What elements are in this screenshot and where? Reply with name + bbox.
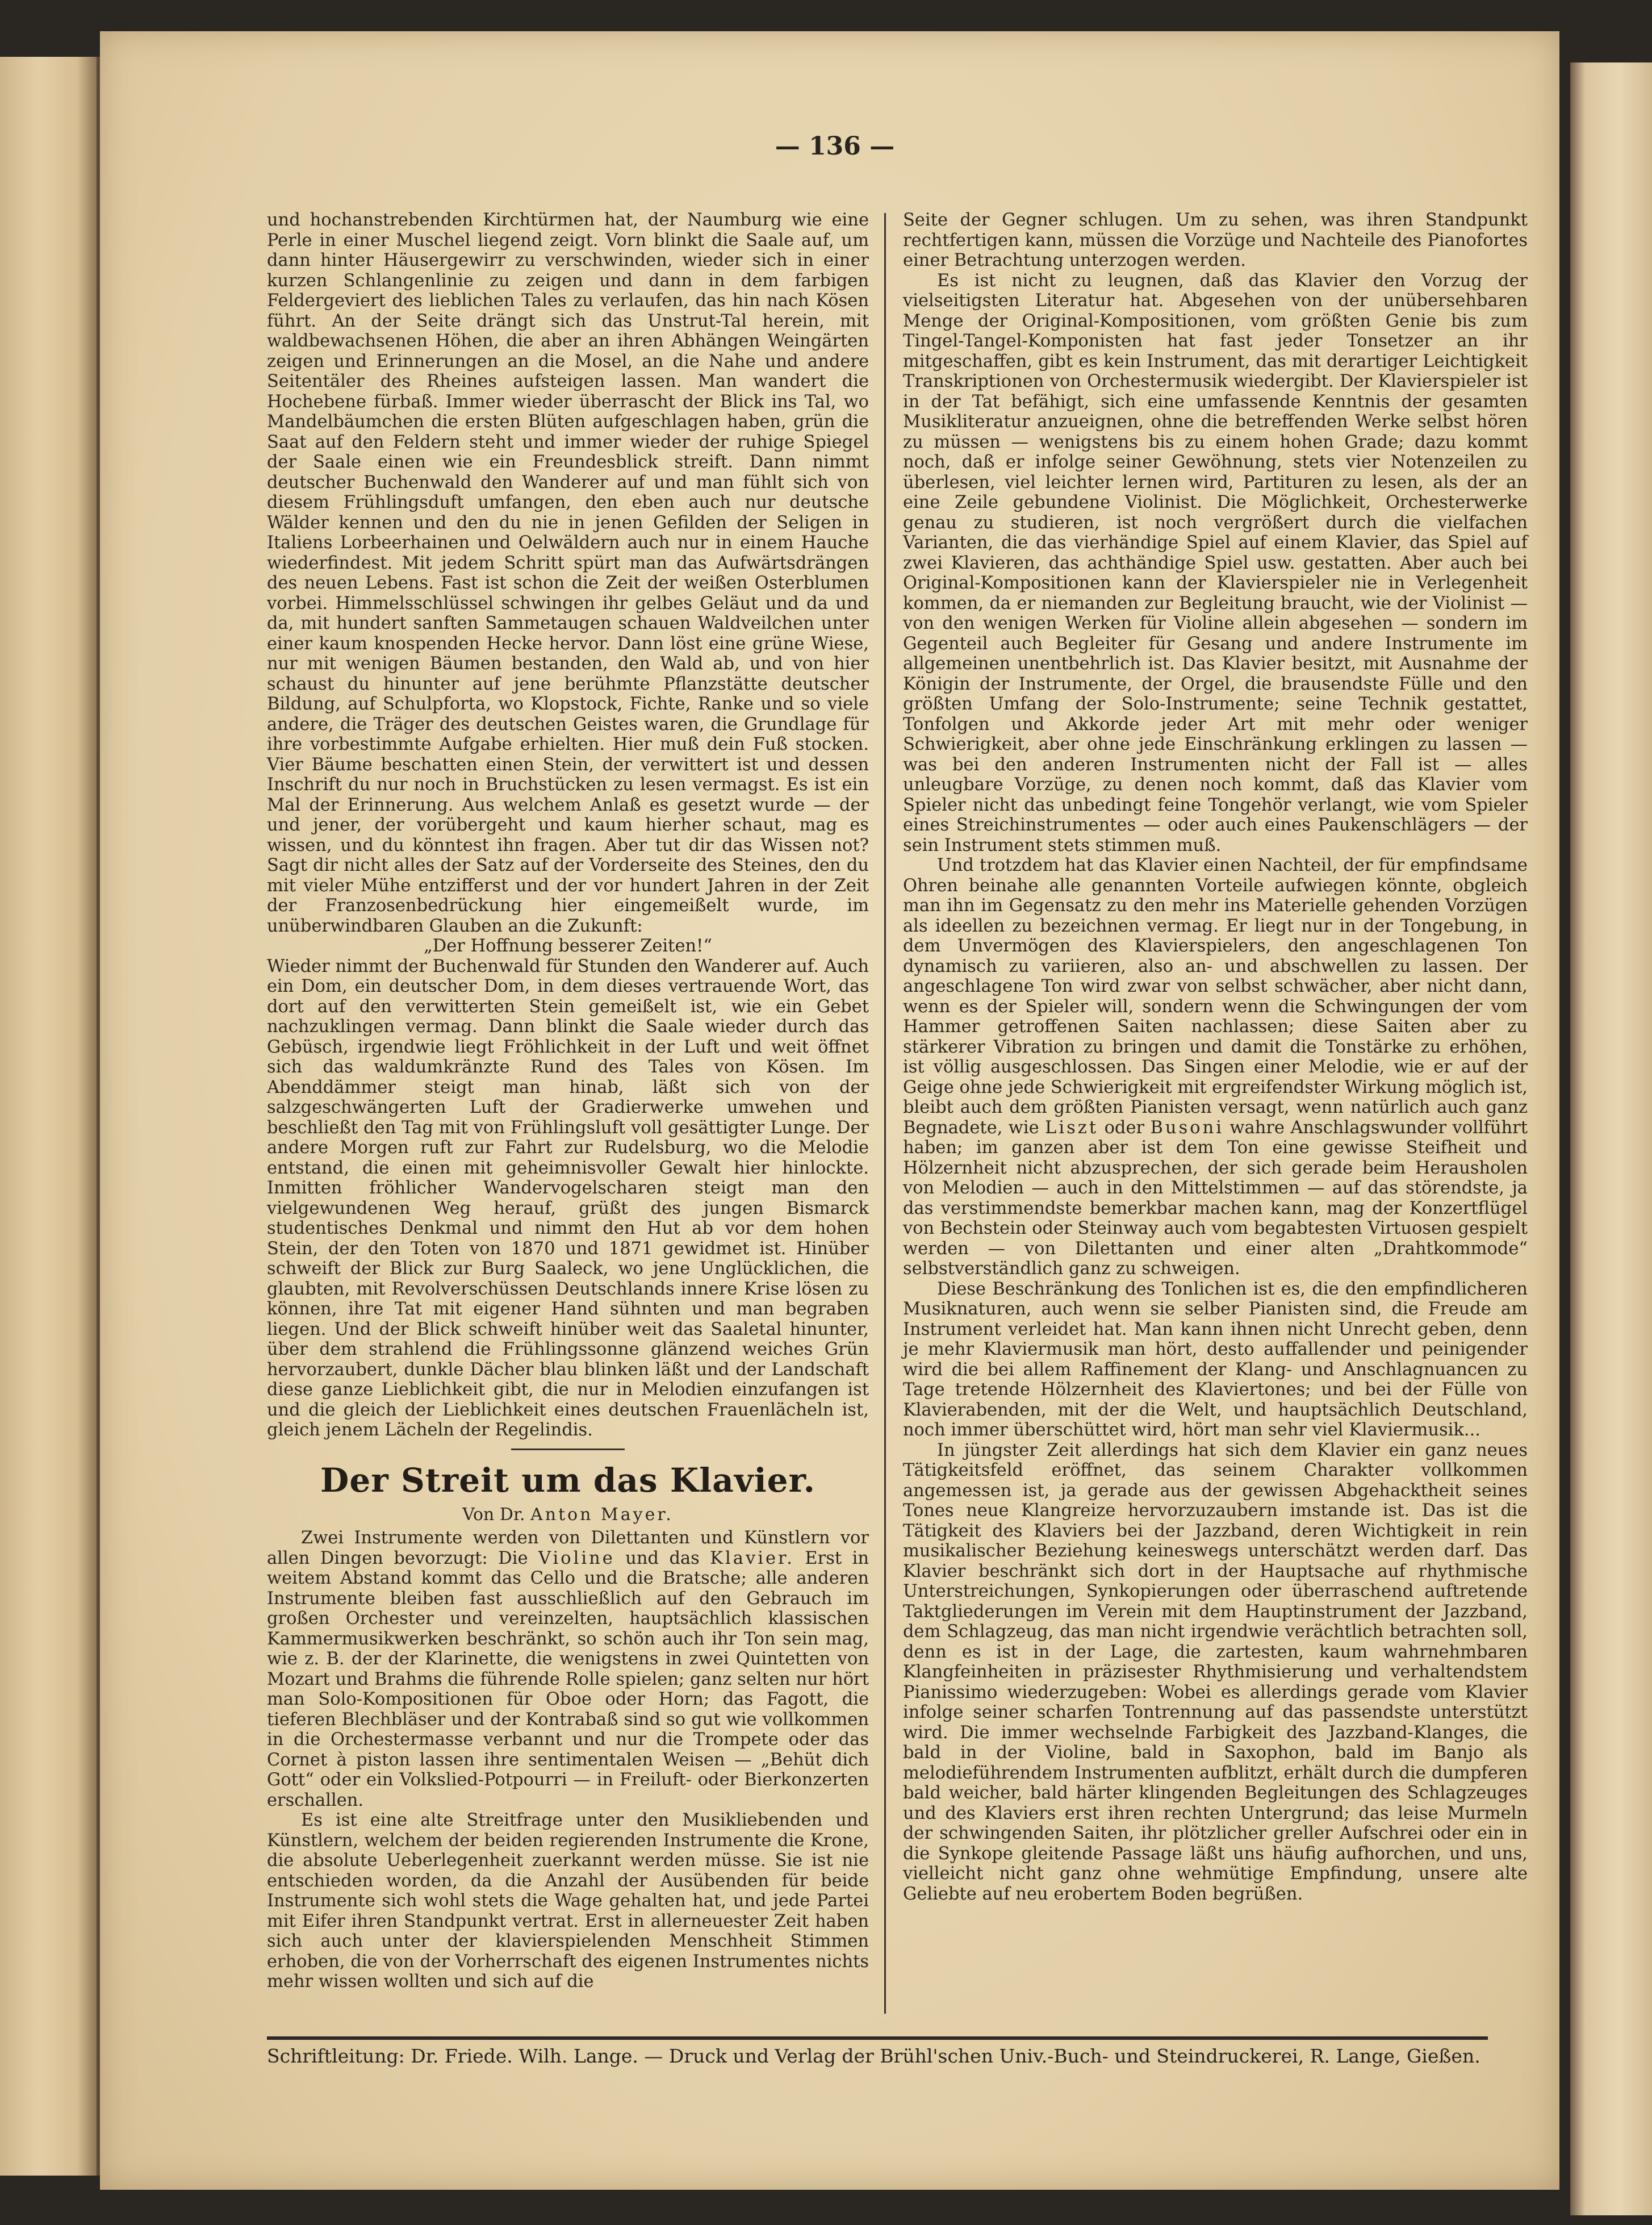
paragraph-text: wahre Anschlagswunder vollführt haben; im ganzen aber ist dem Ton eine gewisse Steifheit und Hölzernheit nicht abzusprechen, der sich gerade beim Herausholen von Melodien — auch in den Mittelstimmen — auf das störendste, ja das verstimmendste bemerkbar machen kann, mag der Konzertflügel von Bechstein oder Steinway auch vom begabtesten Virtuosen gespielt werden — von Dilettanten und einer alten „Drahtkommode“ selbstverständlich ganz zu schweigen. <box>903 1117 1528 1279</box>
inscription-quote: „Der Hoffnung besserer Zeiten!“ <box>424 936 712 956</box>
paragraph: In jüngster Zeit allerdings hat sich dem Klavier ein ganz neues Tätigkeitsfeld eröffnet, das seinem Charakter vollkommen angemessen ist, ja gerade aus der gewissen Abgehacktheit seines Tones neue Klangreize hervorzuzaubern imstande ist. Das ist die Tätigkeit des Klaviers bei der Jazzband, deren Wichtigkeit in rein musikalischer Beziehung keineswegs unterschätzt werden darf. Das Klavier beschränkt sich dort in der Hauptsache auf rhythmische Unterstreichungen, Synkopierungen oder überraschend auftretende Taktgliederungen im Verein mit dem Hauptinstrument der Jazzband, dem Schlagzeug, das man nicht irgendwie verächtlich betrachten soll, denn es ist in der Lage, die zartesten, kaum wahrnehmbaren Klangfeinheiten in präzisester Rhythmisierung und verhaltendstem Pianissimo wiederzugeben: Wobei es allerdings gerade vom Klavier infolge seiner scharfen Tontrennung auf das passendste unterstützt wird. Die immer wechselnde Farbigkeit des Jazzband-Klanges, die bald in der Violine, bald in Saxophon, bald im Banjo als melodieführendem Instrumenten aufblitzt, erhält durch die dumpferen bald weicher, bald härter klingenden Begleitungen des Schlagzeuges und des Klaviers erst ihren rechten Untergrund; das leise Murmeln der schwingenden Saiten, ihr plötzlicher greller Aufschrei oder ein in die Synkope gleitende Passage läßt uns häufig aufhorchen, und uns, vielleicht nicht ganz ohne wehmütige Empfindung, unsere alte Geliebte auf neu erobertem Boden begrüßen. <box>903 1440 1528 1904</box>
paragraph-text: Und trotzdem hat das Klavier einen Nachteil, der für empfindsame Ohren beinahe alle genannten Vorteile aufwiegen könnte, obgleich man ihn im Gegensatz zu den mehr ins Materielle gehenden Vorzügen als ideellen zu bezeichnen vermag. Er liegt nur in der Tongebung, in dem Unvermögen des Klavierspielers, den angeschlagenen Ton dynamisch zu variieren, also an- und abschwellen zu lassen. Der angeschlagene Ton wird zwar von selbst schwächer, aber nicht dann, wenn es der Spieler will, sondern wenn die Schwingungen der vom Hammer getroffenen Saiten nachlassen; diese Saiten aber zu stärkerer Vibration zu bringen und damit die Tonstärke zu erhöhen, ist völlig ausgeschlossen. Das Singen einer Melodie, wie er auf der Geige ohne jede Schwierigkeit mit ergreifendster Wirkung möglich ist, bleibt auch dem größten Pianisten versagt, wenn natürlich auch ganz Begnadete, wie <box>903 855 1528 1138</box>
emphasis-violine: Violine <box>538 1548 615 1568</box>
facing-page-edge <box>1570 62 1652 2215</box>
column-divider <box>884 213 886 2014</box>
paragraph: Diese Beschränkung des Tonlichen ist es, die den empfindlicheren Musiknaturen, auch wenn sie selber Pianisten sind, die Freude am Instrument verleidet hat. Man kann ihnen nicht Unrecht geben, denn je mehr Klaviermusik man hört, desto auffallender und peinigender wird die bei allem Raffinement der Klang- und Anschlagnuancen zu Tage tretende Hölzernheit des Klaviertones; und bei der Fülle von Klavierabenden, mit der die Welt, und hauptsächlich Deutschland, noch immer überschüttet wird, hört man sehr viel Klaviermusik... <box>903 1279 1528 1440</box>
byline <box>267 1505 869 1525</box>
paragraph-text: Zwei Instrumente werden von Dilettanten und Künstlern vor allen Dingen bevorzugt: Die <box>267 1528 869 1568</box>
emphasis-liszt: Liszt <box>1045 1117 1099 1138</box>
left-column <box>267 210 869 1992</box>
paragraph: Es ist nicht zu leugnen, daß das Klavier den Vorzug der vielseitigsten Literatur hat. Abgesehen von der unübersehbaren Menge der Original-Kompositionen, vom größten Genie bis zum Tingel-Tangel-Komponisten hat fast jeder Tonsetzer an ihr mitgeschaffen, gibt es kein Instrument, das mit derartiger Leichtigkeit Transkriptionen von Orchestermusik wiedergibt. Der Klavierspieler ist in der Tat befähigt, sich eine umfassende Kenntnis der gesamten Musikliteratur anzueignen, ohne die betreffenden Werke selbst hören zu müssen — wenigstens bis zu einem hohen Grade; dazu kommt noch, daß er infolge seiner Gewöhnung, stets vier Notenzeilen zu überlesen, viel leichter lernen wird, Partituren zu lesen, als der an eine Zeile gebundene Violinist. Die Möglichkeit, Orchesterwerke genau zu studieren, ist noch vergrößert durch die vielfachen Varianten, die das vierhändige Spiel auf einem Klavier, das Spiel auf zwei Klavieren, das achthändige Spiel usw. gestatten. Aber auch bei Original-Kompositionen kann der Klavierspieler nie in Verlegenheit kommen, da er niemanden zur Begleitung braucht, wie der Violinist — von den wenigen Werken für Violine allein abgesehen — sondern im Gegenteil auch Begleiter für Gesang und andere Instrumente im allgemeinen unentbehrlich ist. Das Klavier besitzt, mit Ausnahme der Königin der Instrumente, der Orgel, die brausendste Fülle und den größten Umfang der Solo-Instrumente; seine Technik gestattet, Tonfolgen und Akkorde jeder Art mit mehr oder weniger Schwierigkeit, aber ohne jede Einschränkung erklingen zu lassen — was bei den anderen Instrumenten nicht der Fall ist — alles unleugbare Vorzüge, zu denen noch kommt, daß das Klavier vom Spieler nicht das unbedingt feine Tongehör verlangt, wie vom Spieler eines Streichinstrumentes — oder auch eines Paukenschlägers — der sein Instrument stets stimmen muß. <box>903 270 1528 855</box>
emphasis-busoni: Busoni <box>1150 1117 1224 1138</box>
paragraph: Wieder nimmt der Buchenwald für Stunden den Wanderer auf. Auch ein Dom, ein deutscher Dom, in dem dieses vertrauende Wort, das dort auf den verwitterten Stein gemeißelt ist, wie ein Gebet nachzuklingen vermag. Dann blinkt die Saale wieder durch das Gebüsch, irgendwie liegt Fröhlichkeit in der Luft und weit öffnet sich das waldumkränzte Rund des Tales von Kösen. Im Abenddämmer steigt man hinab, läßt sich von der salzgeschwängerten Luft der Gradierwerke umwehen und beschließt den Tag mit von Frühlingsluft voll gesättigter Lunge. Der andere Morgen ruft zur Fahrt zur Rudelsburg, wo die Melodie entstand, die einen mit geheimnisvoller Gewalt hier hinlockte. Inmitten fröhlicher Wandervogelscharen steigt man den vielgewundenen Weg herauf, grüßt des jungen Bismarck studentisches Denkmal und nimmt den Hut ab vor dem hohen Stein, der den Toten von 1870 und 1871 gewidmet ist. Hinüber schweift der Blick zur Burg Saaleck, wo jene Unglücklichen, die glaubten, mit Revolverschüssen Deutschlands innere Krise lösen zu können, ihre Tat mit eigener Hand sühnten und man begraben liegen. Und der Blick schweift hinüber weit das Saaletal hinunter, über dem strahlend die Frühlingssonne glänzend weiches Grün hervorzaubert, dunkle Dächer blau blinken läßt und der Landschaft diese ganze Lieblichkeit gibt, die nur in Melodien einzufangen ist und die gleich der Lieblichkeit eines deutschen Frauenlächeln ist, gleich jenem Lächeln der Regelindis. <box>267 956 869 1440</box>
right-column <box>903 210 1528 1904</box>
adjacent-book-edge <box>0 57 100 2176</box>
paragraph: Seite der Gegner schlugen. Um zu sehen, was ihren Standpunkt rechtfertigen kann, müssen die Vorzüge und Nachteile des Pianofortes einer Betrachtung unterzogen werden. <box>903 210 1528 270</box>
article-title: Der Streit um das Klavier. <box>320 1460 815 1500</box>
page-number: — 136 — <box>775 132 895 161</box>
paragraph-text: oder <box>1104 1117 1145 1138</box>
author-name: Anton Mayer. <box>530 1504 674 1525</box>
paragraph: und hochanstrebenden Kirchtürmen hat, der Naumburg wie eine Perle in einer Muschel liegend zeigt. Vorn blinkt die Saale auf, um dann hinter Häusergewirr zu verschwinden, wieder sich in einer kurzen Schlangenlinie zu zeigen und dann in dem farbigen Feldergeviert des lieblichen Tales zu verlaufen, das hin nach Kösen führt. An der Seite drängt sich das Unstrut-Tal herein, mit waldbewachsenen Höhen, die aber an ihren Abhängen Weingärten zeigen und Erinnerungen an die Mosel, an die Nahe und andere Seitentäler des Rheines aufsteigen lassen. Man wandert die Hochebene fürbaß. Immer wieder überrascht der Blick ins Tal, wo Mandelbäumchen die ersten Blüten aufgeschlagen haben, grün die Saat auf den Feldern steht und immer wieder der ruhige Spiegel der Saale einen wie ein Freundesblick streift. Dann nimmt deutscher Buchenwald den Wanderer auf und man fühlt sich von diesem Frühlingsduft umfangen, den eben auch nur deutsche Wälder kennen und den du nie in jenen Gefilden der Seligen in Italiens Lorbeerhainen und Oelwäldern auch nur in einem Hauche wiederfindest. Mit jedem Schritt spürt man das Aufwärtsdrängen des neuen Lebens. Fast ist schon die Zeit der weißen Osterblumen vorbei. Himmelsschlüssel schwingen ihr gelbes Geläut und da und da, mit hundert sanften Sammetaugen schauen Waldveilchen unter einer kaum knospenden Hecke hervor. Dann löst eine grüne Wiese, nur mit wenigen Bäumen bestanden, den Wald ab, und von hier schaust du hinunter auf jene berühmte Pflanzstätte deutscher Bildung, auf Schulpforta, wo Klopstock, Fichte, Ranke und so viele andere, die Träger des deutschen Geistes waren, die Grundlage für ihre vorbestimmte Aufgabe erhielten. Hier muß dein Fuß stocken. Vier Bäume beschatten einen Stein, der verwittert ist und dessen Inschrift du nur noch in Bruchstücken zu lesen vermagst. Es ist ein Mal der Erinnerung. Aus welchem Anlaß es gesetzt wurde — der und jener, der vorübergeht und kaum hierher schaut, mag es wissen, und du könntest ihn fragen. Aber tut dir das Wissen not? Sagt dir nicht alles der Satz auf der Vorderseite des Steines, den du mit vieler Mühe entzifferst und der vor hundert Jahren in der Zeit der Franzosenbedrückung hier eingemeißelt wurde, im unüberwindbaren Glauben an die Zukunft: <box>267 210 869 936</box>
section-divider <box>511 1448 625 1450</box>
footer-rule <box>267 2036 1488 2040</box>
paragraph-text: Erst in weitem Abstand kommt das Cello und die Bratsche; alle anderen Instrumente bleiben fast ausschließlich auf den Gebrauch im großen Orchester und vereinzelten, hauptsächlich klassischen Kammermusikwerken beschränkt, so schön auch ihr Ton sein mag, wie z. B. der der Klarinette, die wenigstens in zwei Quintetten von Mozart und Brahms die führende Rolle spielen; ganz selten nur hört man Solo-Kompositionen für Oboe oder Horn; das Fagott, die tieferen Blechbläser und der Kontrabaß sind so gut wie vollkommen in die Orchestermasse verbannt und nur die Trompete oder das Cornet à piston lassen ihre sentimentalen Weisen — „Behüt dich Gott“ oder ein Volkslied-Potpourri — in Freiluft- oder Bierkonzerten erschallen. <box>267 1548 869 1810</box>
paragraph-text: und das <box>625 1548 700 1568</box>
byline-prefix: Von Dr. <box>462 1504 525 1525</box>
emphasis-klavier: Klavier. <box>710 1548 794 1568</box>
paragraph <box>903 855 1528 1279</box>
paragraph: Es ist eine alte Streitfrage unter den Musikliebenden und Künstlern, welchem der beiden regierenden Instrumente die Krone, die absolute Ueberlegenheit zuerkannt werden müsse. Sie ist nie entschieden worden, da die Anzahl der Ausübenden für beide Instrumente sich wohl stets die Wage gehalten hat, und jede Partei mit Eifer ihren Standpunkt vertrat. Erst in allerneuester Zeit haben sich auch unter der klavierspielenden Menschheit Stimmen erhoben, die von der Vorherrschaft des eigenen Instrumentes nichts mehr wissen wollten und sich auf die <box>267 1810 869 1992</box>
imprint-footer: Schriftleitung: Dr. Friede. Wilh. Lange. — Druck und Verlag der Brühl'schen Univ.-Buch- und Steindruckerei, R. Lange, Gießen. <box>267 2045 1480 2067</box>
paragraph <box>267 1528 869 1810</box>
